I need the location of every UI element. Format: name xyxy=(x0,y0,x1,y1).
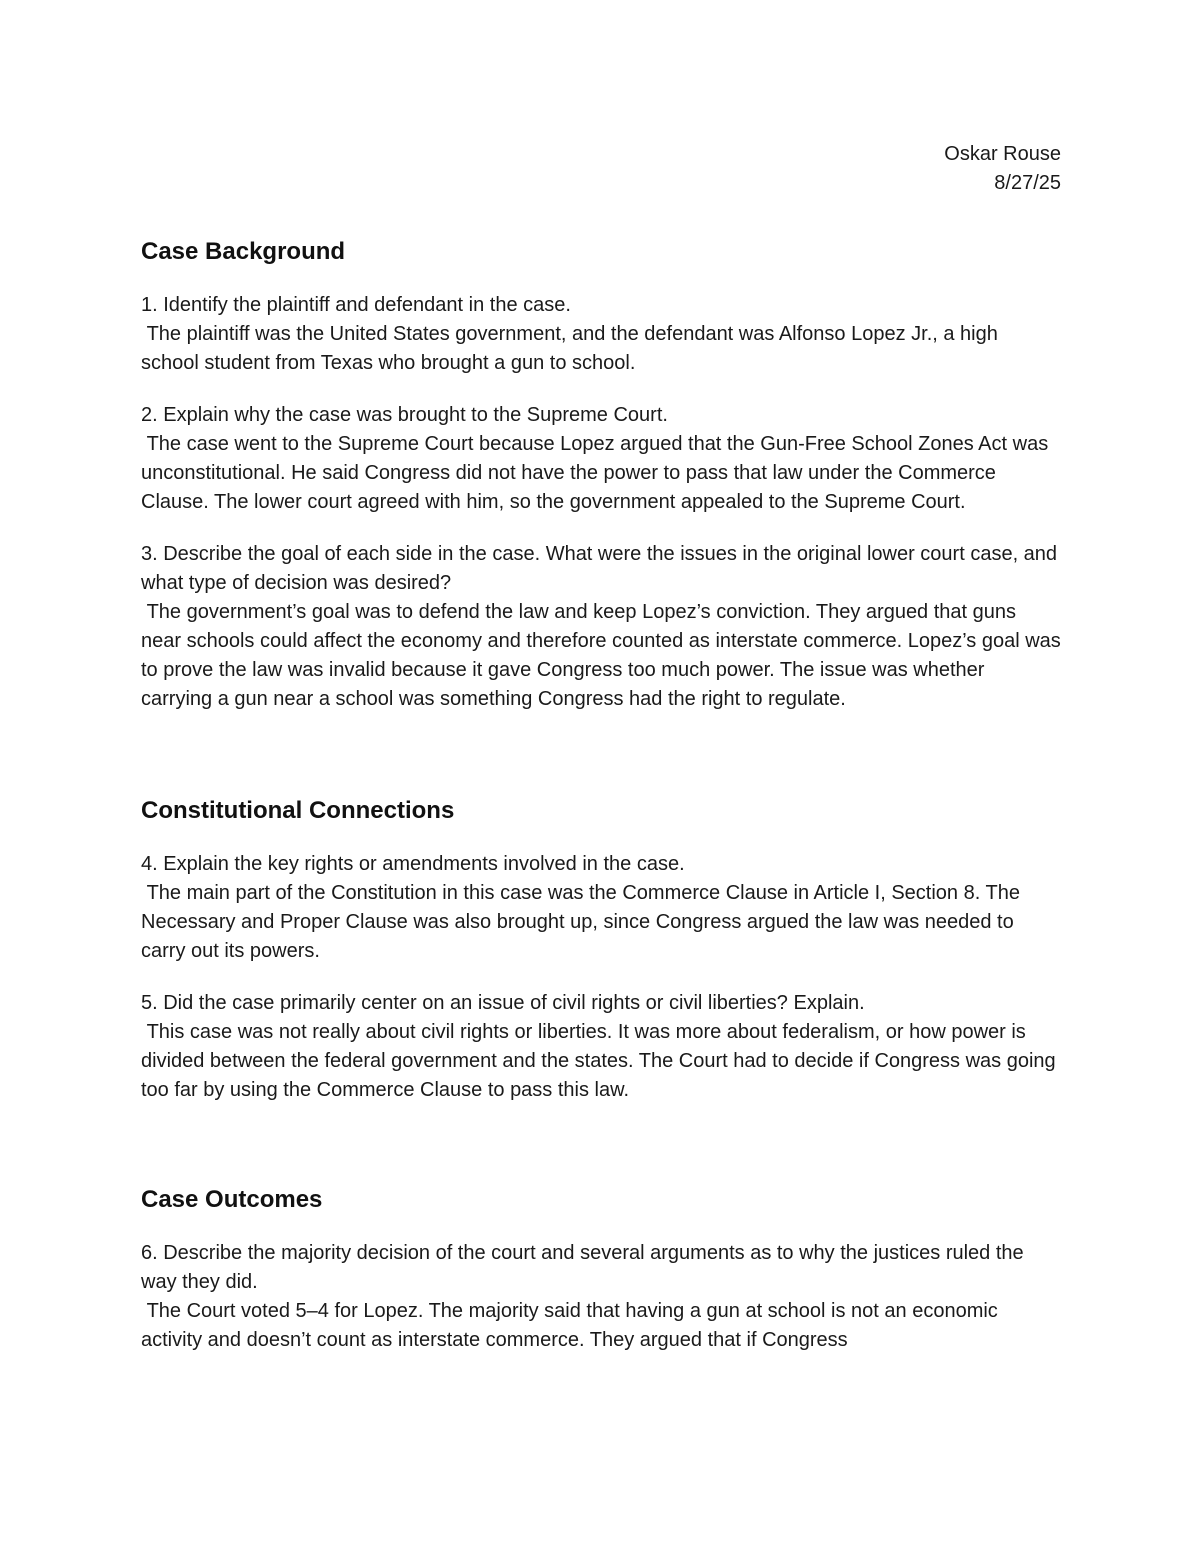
document-date: 8/27/25 xyxy=(994,172,1061,194)
answer-text: This case was not really about civil rights or liberties. It was more about federalism, or how power is divided between the federal government and the states. The Court had to decide if Congress was going too far by using the Commerce Clause to pass this law. xyxy=(141,1021,1062,1101)
answer-text: The plaintiff was the United States government, and the defendant was Alfonso Lopez Jr., a high school student from Texas who brought a gun to school. xyxy=(141,323,1004,374)
answer-text: The main part of the Constitution in this case was the Commerce Clause in Article I, Section 8. The Necessary and Proper Clause was also brought up, since Congress argued the law was needed to carry out its powers. xyxy=(141,882,1026,962)
question-text: 5. Did the case primarily center on an issue of civil rights or civil liberties? Explain. xyxy=(141,992,865,1014)
author-header xyxy=(141,140,1061,198)
question-block-1 xyxy=(141,291,1061,378)
answer-text: The Court voted 5–4 for Lopez. The majority said that having a gun at school is not an economic activity and doesn’t count as interstate commerce. They argued that if Congress xyxy=(141,1300,1004,1351)
section-title-constitutional-connections: Constitutional Connections xyxy=(141,797,455,824)
question-text: 2. Explain why the case was brought to the Supreme Court. xyxy=(141,404,668,426)
document-body xyxy=(141,140,1067,1355)
question-text: 3. Describe the goal of each side in the case. What were the issues in the original lower court case, and what type of decision was desired? xyxy=(141,543,1058,594)
question-block-6 xyxy=(141,1239,1061,1355)
question-text: 4. Explain the key rights or amendments involved in the case. xyxy=(141,853,685,875)
question-block-4 xyxy=(141,850,1061,966)
question-text: 1. Identify the plaintiff and defendant in the case. xyxy=(141,294,571,316)
author-name: Oskar Rouse xyxy=(944,143,1061,165)
section-title-case-outcomes: Case Outcomes xyxy=(141,1186,323,1213)
question-text: 6. Describe the majority decision of the court and several arguments as to why the justices ruled the way they did. xyxy=(141,1242,1024,1293)
section-title-case-background: Case Background xyxy=(141,238,346,265)
question-block-3 xyxy=(141,540,1067,714)
answer-text: The government’s goal was to defend the law and keep Lopez’s conviction. They argued that guns near schools could affect the economy and therefore counted as interstate commerce. Lopez’s goal was to prove the law was invalid because it gave Congress too much power. The issue was whether carrying a gun near a school was something Congress had the right to regulate. xyxy=(141,601,1067,710)
question-block-5 xyxy=(141,989,1061,1105)
answer-text: The case went to the Supreme Court because Lopez argued that the Gun-Free School Zones Act was unconstitutional. He said Congress did not have the power to pass that law under the Commerce Clause. The lower court agreed with him, so the government appealed to the Supreme Court. xyxy=(141,433,1054,513)
question-block-2 xyxy=(141,401,1061,517)
